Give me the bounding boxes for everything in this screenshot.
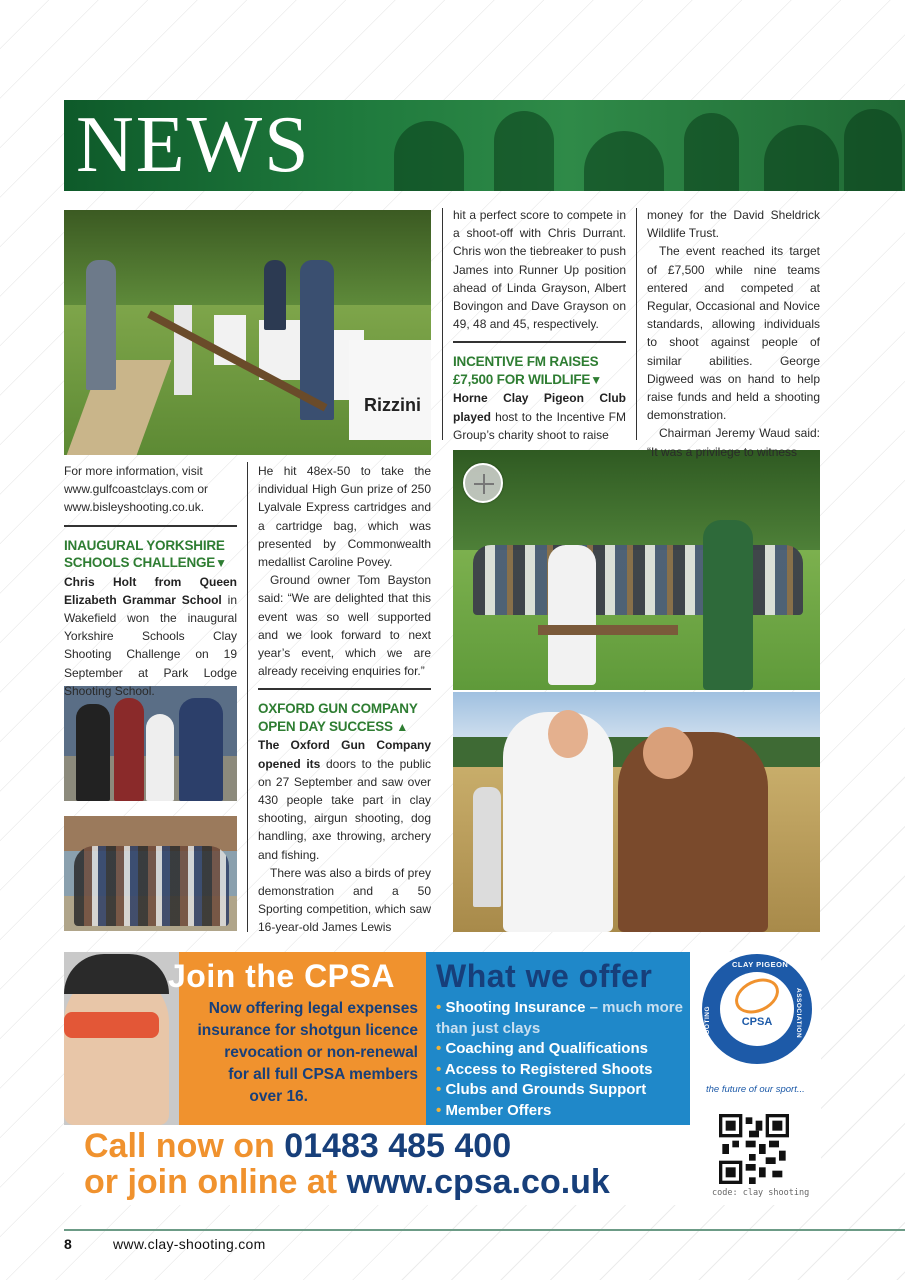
incentive-lead-text: host to the Incentive FM Group’s charity shoot to raise (453, 409, 626, 442)
ad-call-to-action[interactable]: Call now on 01483 485 400 or join online at www.cpsa.co.uk (84, 1127, 610, 1201)
page-number: 8 (64, 1236, 72, 1252)
column-divider (636, 208, 637, 440)
c4-para-2: The event reached its target of £7,500 while nine teams entered and competed at Regular, Occasional and Novice standards, allowing individuals to shoot against people of similar abilities. George Digweed was on hand to help raise funds and held a shooting demonstration. (647, 244, 820, 423)
section-divider (453, 341, 626, 343)
oxford-heading: OXFORD GUN COMPANY OPEN DAY SUCCESS ▲ (258, 701, 418, 734)
ad-join-panel (64, 952, 426, 1125)
qr-code-label: code: clay shooting (712, 1188, 810, 1198)
cpsa-advert[interactable] (64, 952, 821, 1205)
arrow-down-icon: ▼ (215, 556, 227, 571)
photo-yorkshire-winners (64, 686, 237, 801)
column-divider (442, 208, 443, 440)
ad-website-link: www.cpsa.co.uk (346, 1163, 610, 1201)
cpsa-logo-text: CPSA (741, 1016, 773, 1028)
ad-offer-item: • Member Offers (436, 1101, 552, 1119)
c4-para-3: Chairman Jeremy Waud said: “It was a privilege to witness (647, 426, 820, 459)
footer-website-link[interactable]: www.clay-shooting.com (113, 1236, 266, 1252)
column-four (647, 206, 820, 461)
column-divider (247, 462, 248, 932)
photo-schools-group (64, 816, 237, 931)
ad-offer-item: • Shooting Insurance – much more than just clays (436, 999, 683, 1037)
mid-para-2: Ground owner Tom Bayston said: “We are delighted that this event was so well supported and we look forward to next year’s event, which we are already receiving enquiries for.” (258, 573, 431, 679)
ad-shooter-photo (64, 952, 179, 1125)
photo-charity-crowd (453, 450, 820, 690)
rizzini-sign: Rizzini (364, 395, 421, 415)
cpsa-logo: CLAY PIGEON SHOOTING ASSOCIATION CPSA (702, 954, 812, 1064)
zoom-plus-icon[interactable] (463, 463, 503, 503)
mid-para-1: He hit 48ex-50 to take the individual High Gun prize of 250 Lyalvale Express cartridges and a cartridge bag, which was presented by Commonwealth medallist Caroline Povey. (258, 464, 431, 570)
c4-para-1: money for the David Sheldrick Wildlife Trust. (647, 208, 820, 241)
visit-info-text: For more information, visit www.gulfcoastclays.com or www.bisleyshooting.co.uk. (64, 464, 209, 515)
ad-offer-list (436, 998, 690, 1121)
page-title: NEWS (76, 101, 311, 189)
column-three (453, 206, 626, 444)
section-divider (258, 688, 431, 690)
footer-rule (64, 1229, 905, 1231)
yorkshire-lead-bold: Chris Holt from Queen Elizabeth Grammar School (64, 574, 237, 607)
oxford-lead-bold: The Oxford Gun Company opened its (258, 738, 431, 771)
section-divider (64, 525, 237, 527)
incentive-lead-bold: Horne Clay Pigeon Club played (453, 391, 626, 424)
yorkshire-heading: INAUGURAL YORKSHIRE SCHOOLS CHALLENGE▼ (64, 537, 227, 571)
yorkshire-lead-text: in Wakefield won the inaugural Yorkshire Schools Clay Shooting Challenge on 19 September at Park Lodge Shooting School. (64, 592, 237, 698)
photo-shooting-stands (64, 210, 431, 455)
news-banner (64, 100, 905, 191)
ad-offer-panel (426, 952, 690, 1125)
ad-offer-item: • Coaching and Qualifications (436, 1040, 648, 1057)
photo-handshake (453, 692, 820, 932)
column-left (64, 462, 237, 700)
column-middle (258, 462, 431, 937)
qr-code[interactable] (719, 1114, 789, 1184)
oxford-lead-text: doors to the public on 27 September and saw over 430 people take part in clay shooting, airgun shooting, dog handling, axe throwing, archery and fishing. (258, 756, 431, 862)
mid-para-3: There was also a birds of prey demonstration and a 50 Sporting competition, which saw 16-year-old James Lewis (258, 865, 431, 935)
cpsa-tagline: the future of our sport... (706, 1084, 805, 1095)
ad-join-subtitle: Now offering legal expenses insurance for shotgun licence revocation or non-renewal for all full CPSA members over 16. (197, 1000, 418, 1105)
ad-offer-item: • Access to Registered Shoots (436, 1060, 653, 1078)
arrow-down-icon: ▼ (590, 372, 602, 387)
incentive-heading: INCENTIVE FM RAISES £7,500 FOR WILDLIFE▼ (453, 354, 602, 387)
ad-offer-item: • Clubs and Grounds Support (436, 1081, 647, 1098)
arrow-up-icon: ▲ (396, 719, 409, 734)
c3-para-1: hit a perfect score to compete in a shoot-off with Chris Durrant. Chris won the tiebreaker to push James into Runner Up position ahead of Linda Grayson, Albert Bovingon and Dave Grayson on 49, 48 and 45, respectively. (453, 208, 626, 332)
ad-offer-title: What we offer (436, 958, 653, 994)
ad-join-title: Join the CPSA (168, 958, 395, 994)
ad-phone: 01483 485 400 (284, 1127, 512, 1165)
